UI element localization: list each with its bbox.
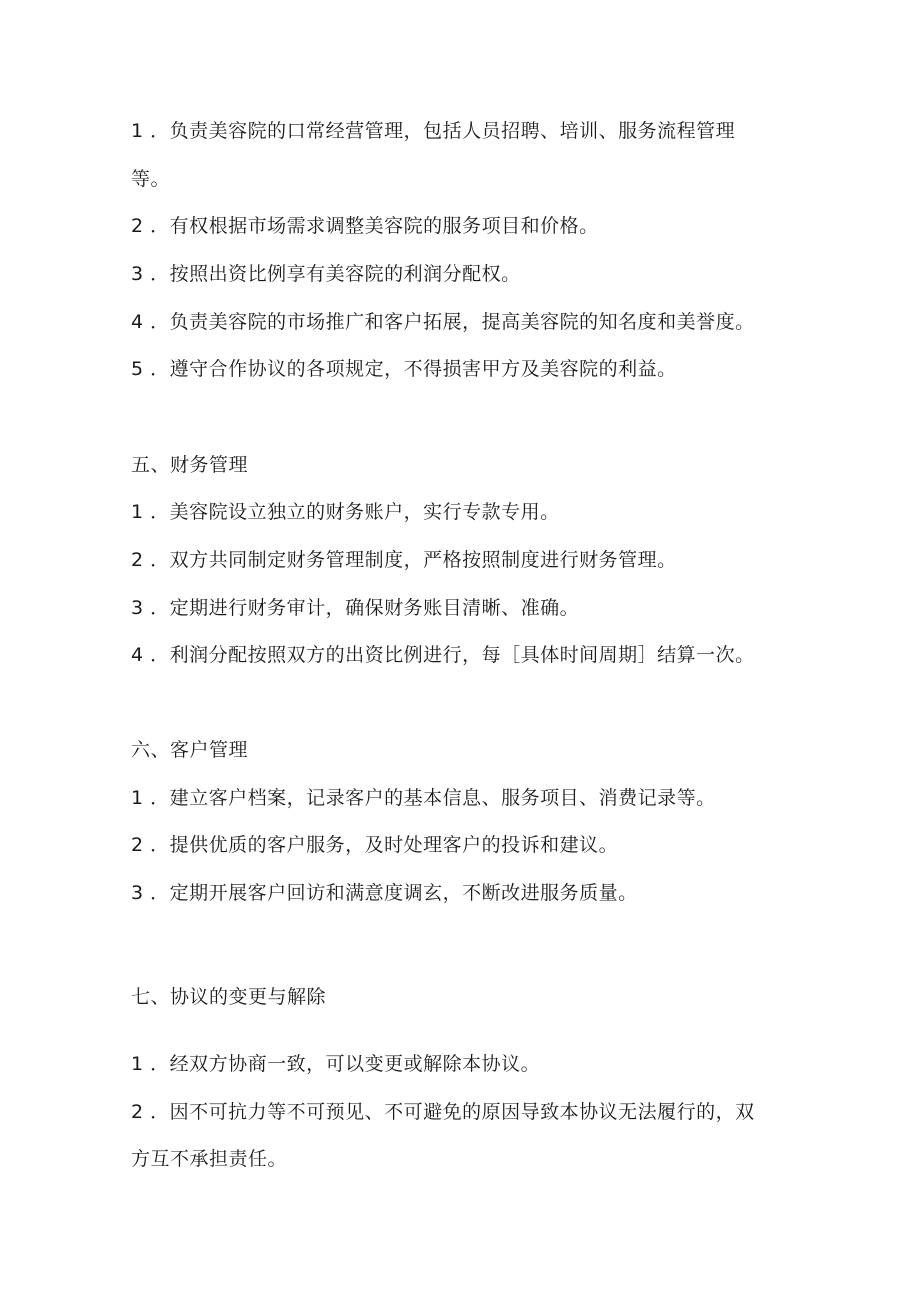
clause-line: 2 ．因不可抗力等不可预见、不可避免的原因导致本协议无法履行的，双 [131, 1101, 755, 1123]
section-heading: 七、协议的变更与解除 [131, 986, 327, 1008]
section-heading: 六、客户管理 [131, 739, 249, 761]
clause-line: 等。 [131, 168, 171, 190]
clause-line: 5 ．遵守合作协议的各项规定，不得损害甲方及美容院的利益。 [131, 358, 677, 380]
clause-line: 2 ．双方共同制定财务管理制度，严格按照制度进行财务管理。 [131, 549, 677, 571]
clause-line: 4 ．负责美容院的市场推广和客户拓展，提高美容院的知名度和美誉度。 [131, 311, 755, 333]
clause-line: 3 ．定期开展客户回访和满意度调玄，不断改进服务质量。 [131, 882, 638, 904]
clause-line: 4 ．利润分配按照双方的出资比例进行，每［具体时间周期］结算一次。 [131, 644, 755, 666]
clause-line: 2 ．有权根据市场需求调整美容院的服务项目和价格。 [131, 215, 599, 237]
clause-line: 1 ．负责美容院的口常经营管理，包括人员招聘、培训、服务流程管理 [131, 120, 736, 142]
clause-line: 3 ．定期进行财务审计，确保财务账目清晰、准确。 [131, 597, 580, 619]
clause-line: 1 ．美容院设立独立的财务账户，实行专款专用。 [131, 501, 560, 523]
clause-line: 1 ．经双方协商一致，可以变更或解除本协议。 [131, 1053, 541, 1075]
clause-line: 方互不承担责任。 [131, 1148, 288, 1170]
clause-line: 2 ．提供优质的客户服务，及时处理客户的投诉和建议。 [131, 834, 619, 856]
section-heading: 五、财务管理 [131, 454, 249, 476]
clause-line: 3 ．按照出资比例享有美容院的利润分配权。 [131, 263, 521, 285]
clause-line: 1 ．建立客户档案，记录客户的基本信息、服务项目、消费记录等。 [131, 787, 716, 809]
